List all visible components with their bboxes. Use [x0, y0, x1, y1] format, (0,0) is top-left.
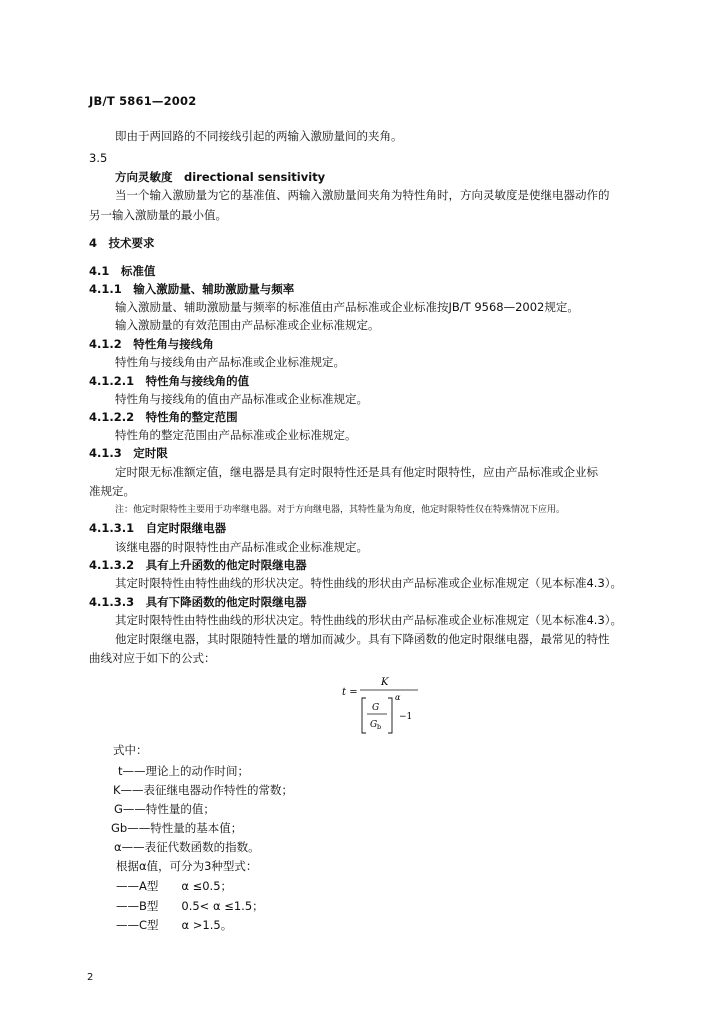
clause-number: 3.5	[89, 151, 108, 165]
page-number: 2	[87, 972, 94, 983]
subsection-heading: 4.1.2 特性角与接线角	[89, 337, 214, 351]
body-text: 其定时限特性由特性曲线的形状决定。特性曲线的形状由产品标准或企业标准规定（见本标准4.3）。	[115, 613, 623, 627]
type-a: ——A型 α ≤0.5；	[116, 879, 233, 893]
type-intro: 根据α值，可分为3种型式：	[116, 859, 258, 873]
symbol-definition: Gb——特性量的基本值；	[111, 821, 243, 835]
body-text: 他定时限继电器，其时限随特性量的增加而减少。具有下降函数的他定时限继电器，最常见的特性	[115, 632, 610, 646]
formula-g: G	[372, 703, 380, 713]
right-bracket	[388, 698, 392, 733]
left-bracket	[362, 698, 366, 733]
formula-gb: G	[370, 720, 378, 730]
time-characteristic-formula	[340, 676, 450, 736]
body-text: 准规定。	[89, 484, 135, 498]
symbol-definition: t——理论上的动作时间；	[118, 764, 250, 778]
subsection-heading: 4.1.2.1 特性角与接线角的值	[89, 374, 250, 388]
body-text: 当一个输入激励量为它的基准值、两输入激励量间夹角为特性角时，方向灵敏度是使继电器动作的	[115, 188, 610, 202]
formula-minus-one: −1	[399, 712, 413, 722]
standard-number-header: JB/T 5861—2002	[89, 94, 197, 108]
body-text: 即由于两回路的不同接线引起的两输入激励量间的夹角。	[115, 129, 403, 143]
body-text: 输入激励量、辅助激励量与频率的标准值由产品标准或企业标准按JB/T 9568—2002规定。	[115, 300, 579, 314]
body-text: 定时限无标准额定值，继电器是具有定时限特性还是具有他定时限特性，应由产品标准或企业标	[115, 465, 598, 479]
subsection-heading: 4.1.2.2 特性角的整定范围	[89, 410, 238, 424]
symbol-definition: G——特性量的值；	[114, 802, 215, 816]
subsection-heading: 4.1.1 输入激励量、辅助激励量与频率	[89, 282, 295, 296]
section-heading: 4 技术要求	[89, 236, 155, 250]
term-heading: 方向灵敏度 directional sensitivity	[115, 170, 326, 184]
formula-gb-subscript: b	[377, 723, 382, 731]
type-c: ——C型 α >1.5。	[116, 918, 233, 932]
symbol-definition: α——表征代数函数的指数。	[114, 840, 260, 854]
body-text: 该继电器的时限特性由产品标准或企业标准规定。	[115, 540, 368, 554]
formula-lhs: t =	[342, 687, 358, 698]
subsection-heading: 4.1.3.1 自定时限继电器	[89, 521, 227, 535]
subsection-heading: 4.1.3 定时限	[89, 446, 168, 460]
symbol-definition: K——表征继电器动作特性的常数；	[113, 783, 294, 797]
body-text: 特性角与接线角的值由产品标准或企业标准规定。	[115, 392, 368, 406]
formula-numerator: K	[381, 677, 389, 688]
note-text: 注：他定时限特性主要用于功率继电器。对于方向继电器，其特性量为角度，他定时限特性仅在特殊情况下应用。	[115, 505, 566, 515]
body-text: 曲线对应于如下的公式：	[89, 651, 216, 665]
type-b: ——B型 0.5< α ≤1.5；	[116, 899, 264, 913]
body-text: 特性角与接线角由产品标准或企业标准规定。	[115, 355, 345, 369]
body-text: 特性角的整定范围由产品标准或企业标准规定。	[115, 428, 357, 442]
subsection-heading: 4.1.3.3 具有下降函数的他定时限继电器	[89, 595, 307, 609]
formula-exponent: α	[395, 693, 401, 702]
where-label: 式中：	[113, 743, 148, 757]
body-text: 其定时限特性由特性曲线的形状决定。特性曲线的形状由产品标准或企业标准规定（见本标准4.3）。	[115, 576, 623, 590]
subsection-heading: 4.1 标准值	[89, 264, 156, 278]
body-text: 输入激励量的有效范围由产品标准或企业标准规定。	[115, 318, 380, 332]
subsection-heading: 4.1.3.2 具有上升函数的他定时限继电器	[89, 558, 307, 572]
body-text: 另一输入激励量的最小值。	[89, 208, 227, 222]
